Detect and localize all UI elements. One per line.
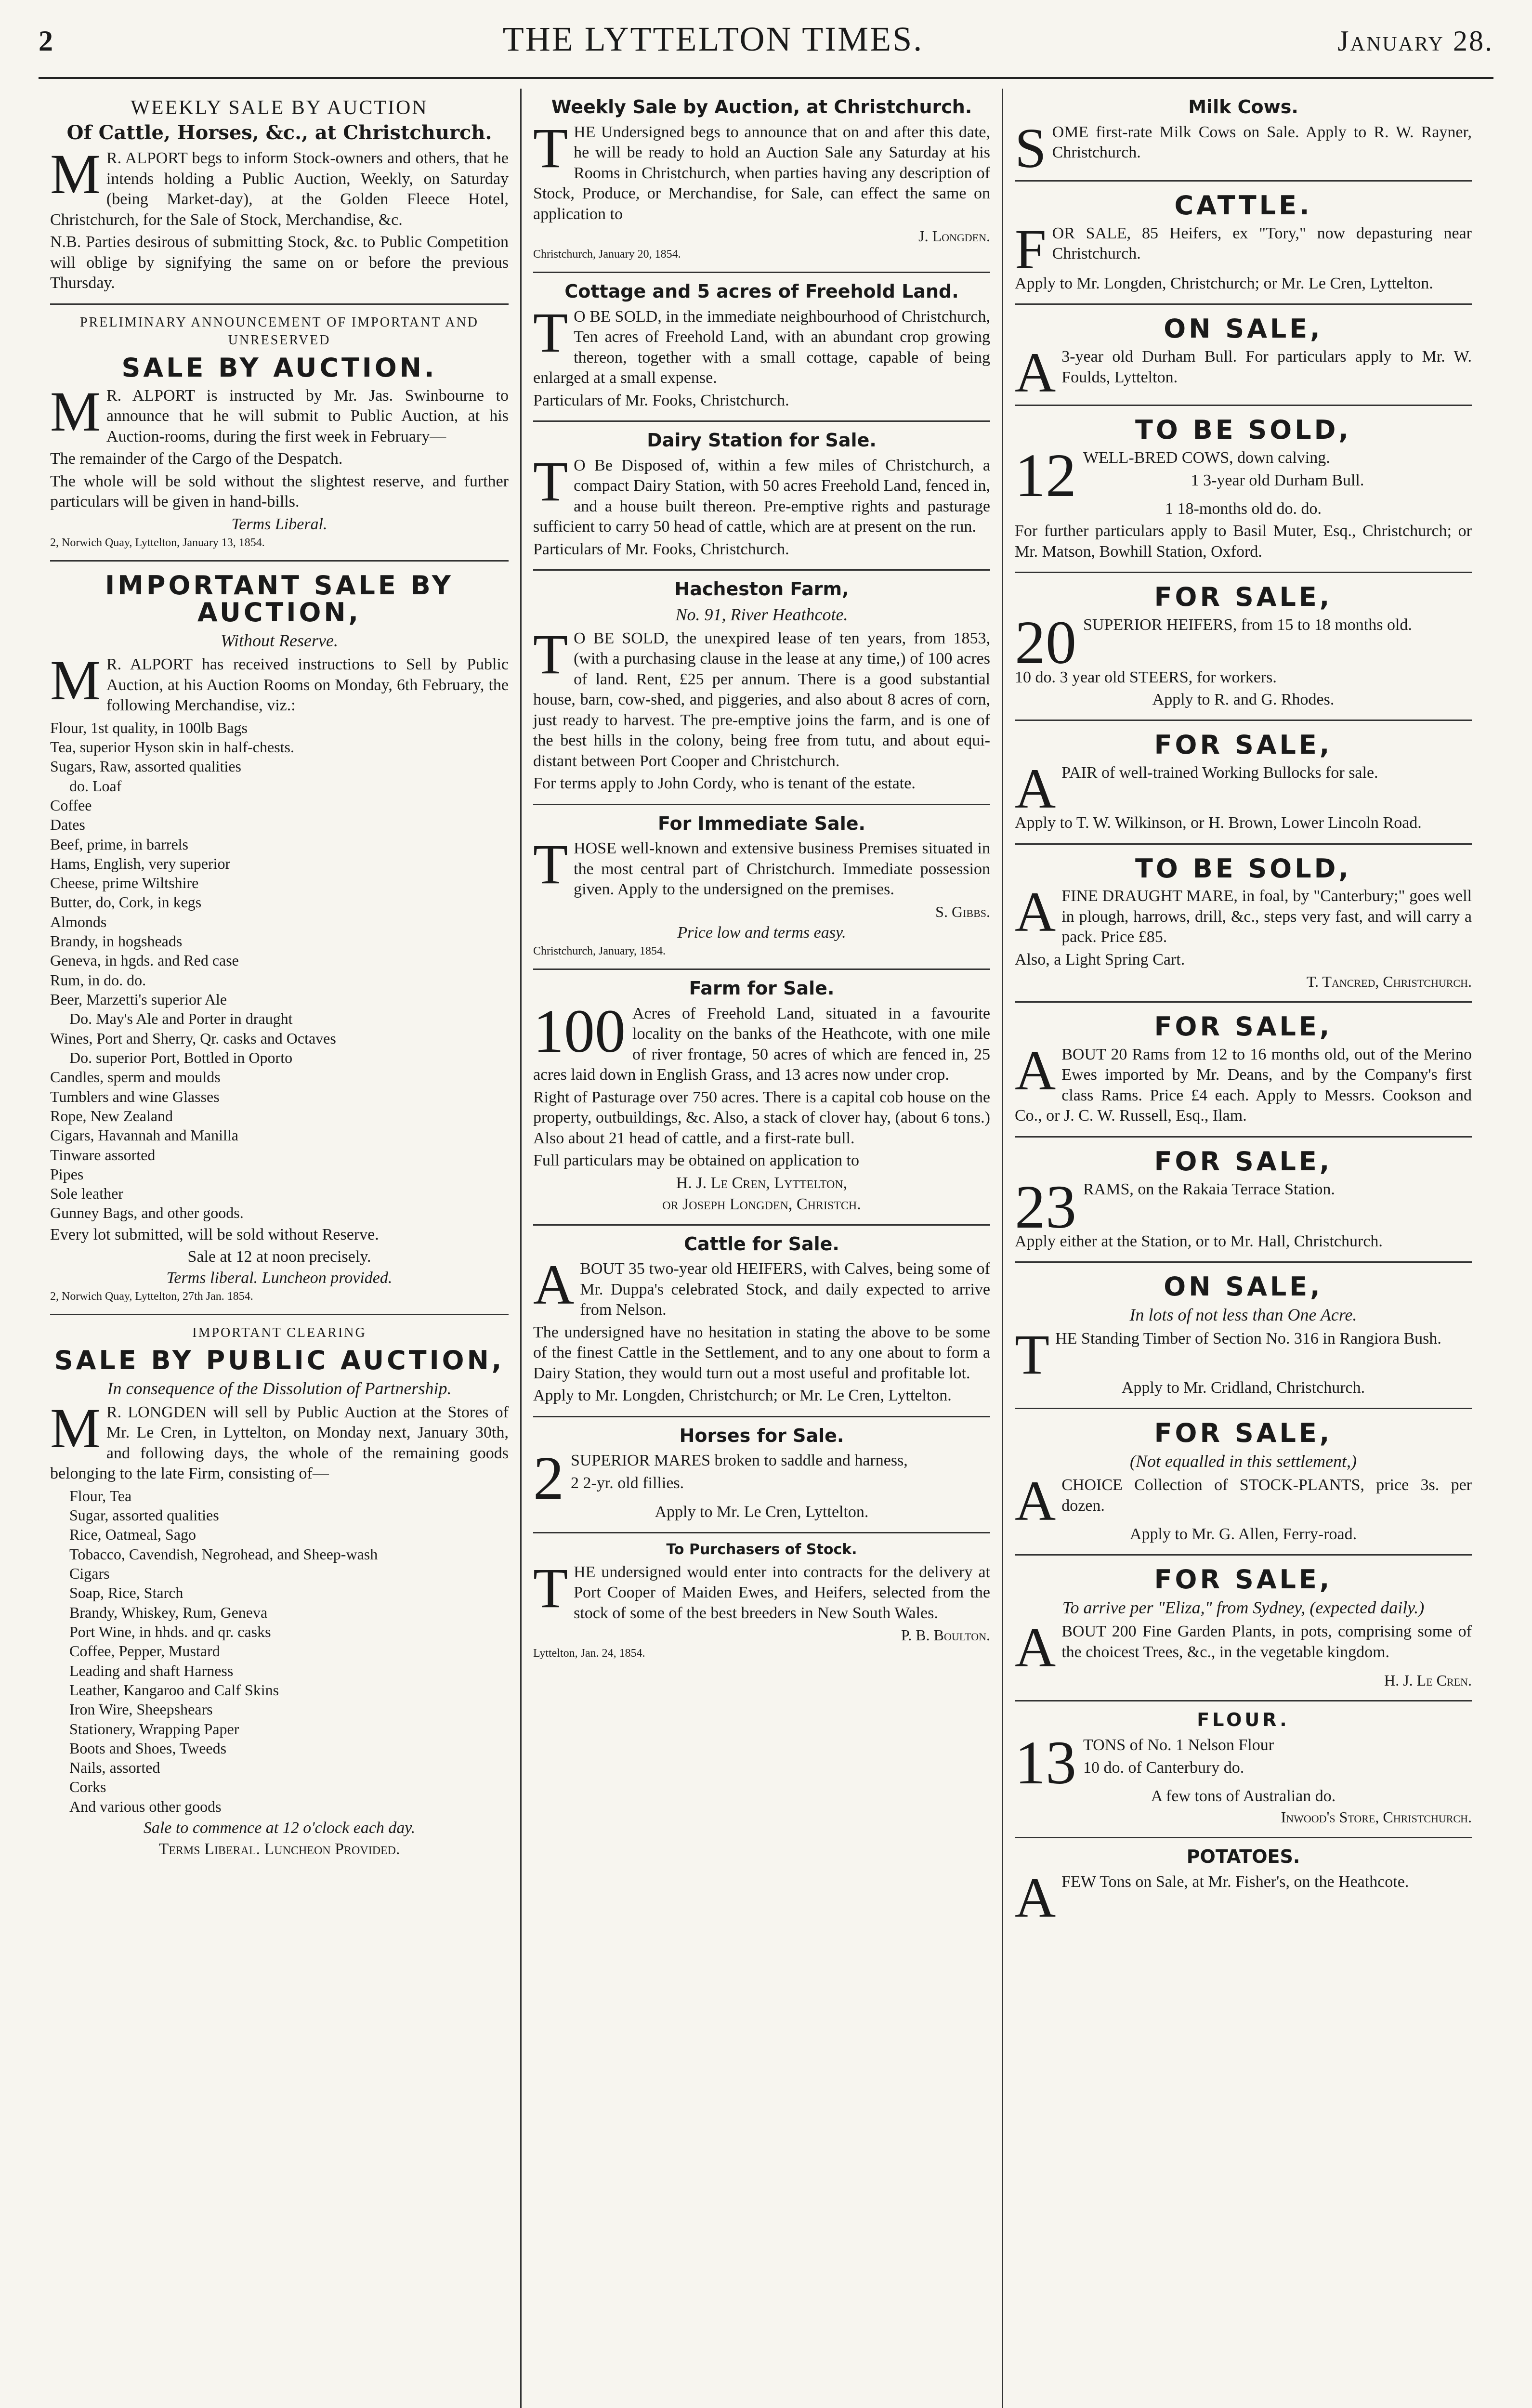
list-item: Tea, superior Hyson skin in half-chests. <box>50 738 294 756</box>
ad-terms: Price low and terms easy. <box>677 923 846 942</box>
ad-body: OR SALE, 85 Heifers, ex "Tory," now depasturing near Christchurch. <box>1052 224 1472 263</box>
ad-weekly-sale-longden <box>533 89 990 273</box>
list-item: Tobacco, Cavendish, Negrohead, and Sheep-wash <box>69 1545 378 1563</box>
ad-title: ON SALE, <box>1164 314 1323 344</box>
ad-title: SALE BY PUBLIC AUCTION, <box>54 1345 505 1376</box>
list-item: Rum, in do. do. <box>50 971 146 989</box>
list-item: Cigars <box>69 1565 110 1583</box>
ad-body: HOSE well-known and extensive business Premises situated in the most central part of Christchurch. Immediate possession given. Apply to the undersigned on the premises. <box>574 839 990 899</box>
ad-title: Weekly Sale by Auction, at Christchurch. <box>551 96 972 118</box>
ad-subtitle: (Not equalled in this settlement,) <box>1130 1452 1357 1471</box>
ad-subtitle: In consequence of the Dissolution of Partnership. <box>107 1378 452 1398</box>
ad-body-2: For terms apply to John Cordy, who is tenant of the estate. <box>533 774 916 793</box>
ad-cows-to-be-sold <box>1015 406 1472 573</box>
ad-rams-for-sale <box>1015 1003 1472 1138</box>
ad-body: HE Standing Timber of Section No. 316 in Rangiora Bush. <box>1055 1330 1441 1348</box>
list-item: Sugars, Raw, assorted qualities <box>50 758 241 775</box>
ad-subtitle: Without Reserve. <box>221 631 338 651</box>
drop-cap: A <box>1015 1038 1056 1102</box>
list-item: Wines, Port and Sherry, Qr. casks and Octaves <box>50 1029 336 1047</box>
list-item: Flour, 1st quality, in 100lb Bags <box>50 719 248 736</box>
drop-cap: A <box>1015 1616 1056 1679</box>
ad-milk-cows <box>1015 89 1472 182</box>
list-item: Rope, New Zealand <box>50 1107 173 1125</box>
list-item: Rice, Oatmeal, Sago <box>69 1526 196 1544</box>
ad-body-2: Particulars of Mr. Fooks, Christchurch. <box>533 391 789 409</box>
ad-footer: Christchurch, January 20, 1854. <box>533 248 681 261</box>
ad-footer: Christchurch, January, 1854. <box>533 944 666 957</box>
list-item: Tinware assorted <box>50 1146 156 1164</box>
ad-body-2: Right of Pasturage over 750 acres. There is a capital cob house on the property, outbuildings, &c. Also, a stack of clover hay, (about 6 tons.) Also about 21 head of cattle, and a first-rate bull. <box>533 1088 990 1147</box>
ad-body: OME first-rate Milk Cows on Sale. Apply to R. W. Rayner, Christchurch. <box>1052 123 1472 162</box>
ad-title: Hacheston Farm, <box>674 578 849 600</box>
ad-body-3: Full particulars may be obtained on application to <box>533 1152 859 1170</box>
list-item: Candles, sperm and moulds <box>50 1068 221 1086</box>
list-item: Geneva, in hgds. and Red case <box>50 952 239 969</box>
ad-body-2: Apply to Mr. Longden, Christchurch; or Mr. Le Cren, Lyttelton. <box>1015 274 1433 292</box>
ad-body: FEW Tons on Sale, at Mr. Fisher's, on the Heathcote. <box>1061 1872 1409 1891</box>
ad-kicker: PRELIMINARY ANNOUNCEMENT OF IMPORTANT AND UNRESERVED <box>80 314 479 348</box>
ad-body: R. LONGDEN will sell by Public Auction at the Stores of Mr. Le Cren, in Lyttelton, on Monday next, January 30th, and following days, the whole of the remaining goods belonging to the late Firm, consisting of— <box>50 1403 509 1483</box>
ad-potatoes <box>1015 1838 1472 1930</box>
list-item: Cheese, prime Wiltshire <box>50 874 199 892</box>
ad-note: N.B. Parties desirous of submitting Stock, &c. to Public Competition will oblige by signifying the same on or before the previous Thursday. <box>50 233 509 292</box>
ad-body-2: Apply either at the Station, or to Mr. Hall, Christchurch. <box>1015 1232 1383 1250</box>
ad-body-2: Apply to Mr. Cridland, Christchurch. <box>1121 1379 1365 1397</box>
column-2 <box>520 89 1002 2408</box>
ad-title: POTATOES. <box>1186 1846 1300 1868</box>
drop-cap: T <box>533 622 568 686</box>
drop-cap: A <box>1015 1866 1056 1929</box>
ad-title: WEEKLY SALE BY AUCTION <box>131 97 428 119</box>
ad-body-3: Apply to Mr. Le Cren, Lyttelton. <box>655 1503 869 1521</box>
ad-title: FOR SALE, <box>1154 1146 1333 1177</box>
list-item: Nails, assorted <box>69 1759 160 1777</box>
list-item: Leading and shaft Harness <box>69 1662 234 1679</box>
ad-terms: Terms liberal. Luncheon provided. <box>166 1269 393 1287</box>
list-item: Beer, Marzetti's superior Ale <box>50 991 227 1008</box>
ad-body: BOUT 200 Fine Garden Plants, in pots, comprising some of the choicest Trees, &c., in the vegetable kingdom. <box>1061 1623 1472 1661</box>
drop-cap: M <box>50 649 101 712</box>
ad-big-number: 100 <box>533 996 626 1065</box>
ad-body: Acres of Freehold Land, situated in a favourite locality on the banks of the Heathcote, with one mile of river frontage, 50 acres of which are fenced in, 25 acres laid down in English Grass, and 13 acres now under crop. <box>533 1004 990 1084</box>
ad-heifers-for-sale <box>1015 573 1472 721</box>
ad-big-number: 20 <box>1015 608 1076 677</box>
ad-body: SUPERIOR HEIFERS, from 15 to 18 months old. <box>1083 616 1412 634</box>
ad-farm-for-sale <box>533 970 990 1226</box>
ad-cattle-for-sale <box>533 1226 990 1417</box>
ad-body: O Be Disposed of, within a few miles of Christchurch, a compact Dairy Station, with 50 acres Freehold Land, fenced in, and a house built thereon. Pre-emptive rights and pasturage sufficient to carry 50 head of cattle, which are at present on the run. <box>533 456 990 536</box>
drop-cap: T <box>1015 1323 1050 1387</box>
ad-kicker: IMPORTANT CLEARING <box>192 1325 367 1341</box>
drop-cap: T <box>533 301 568 364</box>
ad-body: WELL-BRED COWS, down calving. <box>1083 449 1330 467</box>
ad-sale-time: Sale to commence at 12 o'clock each day. <box>143 1819 416 1837</box>
drop-cap: M <box>50 380 101 443</box>
ad-body: R. ALPORT begs to inform Stock-owners and others, that he intends holding a Public Auction, Weekly, on Saturday (being Market-day), at the Golden Fleece Hotel, Christchurch, for the Sale of Stock, Merchandise, &c. <box>50 149 509 229</box>
list-item: Pipes <box>50 1165 84 1183</box>
ad-body: HE undersigned would enter into contracts for the delivery at Port Cooper of Maiden Ewes, and Heifers, selected from the stock of some of the best breeders in New South Wales. <box>574 1563 990 1622</box>
ad-body-2: 10 do. of Canterbury do. <box>1083 1758 1244 1777</box>
ad-signature: H. J. Le Cren, Lyttelton, <box>676 1174 848 1192</box>
column-1 <box>39 89 520 2408</box>
list-item: Butter, do, Cork, in kegs <box>50 893 202 911</box>
ad-big-number: 13 <box>1015 1728 1076 1797</box>
ad-standing-timber <box>1015 1263 1472 1409</box>
ad-body-2: Every lot submitted, will be sold without Reserve. <box>50 1225 379 1243</box>
ad-subtitle: In lots of not less than One Acre. <box>1129 1305 1357 1325</box>
list-item: Coffee, Pepper, Mustard <box>69 1642 220 1660</box>
list-item: Flour, Tea <box>69 1487 132 1505</box>
ad-title: CATTLE. <box>1174 190 1312 221</box>
drop-cap: A <box>1015 757 1056 820</box>
ad-title: TO BE SOLD, <box>1135 853 1351 884</box>
ad-body-2: Particulars of Mr. Fooks, Christchurch. <box>533 540 789 558</box>
ad-stock-plants <box>1015 1409 1472 1556</box>
list-item: Almonds <box>50 913 107 930</box>
ad-signature: J. Longden. <box>918 227 990 245</box>
ad-body: PAIR of well-trained Working Bullocks for sale. <box>1061 763 1378 782</box>
ad-terms: Terms Liberal. <box>231 515 327 533</box>
list-item: Port Wine, in hhds. and qr. casks <box>69 1623 271 1640</box>
ad-title: FOR SALE, <box>1154 1011 1333 1042</box>
ad-dairy-station <box>533 422 990 571</box>
ad-title: Farm for Sale. <box>689 977 835 999</box>
ad-title: Dairy Station for Sale. <box>647 430 877 451</box>
list-item: Brandy, in hogsheads <box>50 932 183 950</box>
list-item: Dates <box>50 816 85 834</box>
ad-important-sale <box>50 562 509 1316</box>
ad-body: 3-year old Durham Bull. For particulars apply to Mr. W. Foulds, Lyttelton. <box>1061 348 1472 386</box>
ad-body: TONS of No. 1 Nelson Flour <box>1083 1736 1274 1754</box>
page-number: 2 <box>39 25 53 57</box>
ad-footer: 2, Norwich Quay, Lyttelton, January 13, 1854. <box>50 536 265 549</box>
ad-body: O BE SOLD, in the immediate neighbourhood of Christchurch, Ten acres of Freehold Land, with an abundant crop growing thereon, together with a small cottage, capable of being enlarged at a small expense. <box>533 307 990 387</box>
ad-signature: S. Gibbs. <box>935 903 990 920</box>
list-item: Boots and Shoes, Tweeds <box>69 1739 227 1757</box>
ad-body: SUPERIOR MARES broken to saddle and harness, <box>571 1452 908 1470</box>
ad-title: For Immediate Sale. <box>658 812 865 834</box>
ad-horses-for-sale <box>533 1417 990 1533</box>
ad-footer: Lyttelton, Jan. 24, 1854. <box>533 1647 645 1660</box>
list-item: Cigars, Havannah and Manilla <box>50 1126 238 1144</box>
ad-signature-2: or Joseph Longden, Christch. <box>662 1195 861 1213</box>
ad-body-3: Apply to R. and G. Rhodes. <box>1152 691 1335 709</box>
ad-draught-mare <box>1015 845 1472 1003</box>
ad-footer: 2, Norwich Quay, Lyttelton, 27th Jan. 1854. <box>50 1290 253 1303</box>
ad-immediate-sale <box>533 805 990 970</box>
ad-body-2: Apply to T. W. Wilkinson, or H. Brown, Lower Lincoln Road. <box>1015 814 1422 832</box>
ad-body-2: Also, a Light Spring Cart. <box>1015 950 1185 968</box>
ad-signature: H. J. Le Cren. <box>1384 1672 1472 1689</box>
ad-title: Cottage and 5 acres of Freehold Land. <box>564 281 959 302</box>
list-item: And various other goods <box>69 1797 222 1815</box>
ad-title: SALE BY AUCTION. <box>121 353 437 383</box>
list-item: Sugar, assorted qualities <box>69 1506 219 1524</box>
list-item: Corks <box>69 1778 106 1796</box>
drop-cap: T <box>533 1556 568 1620</box>
drop-cap: M <box>50 143 101 206</box>
ad-title: FOR SALE, <box>1154 730 1333 760</box>
ad-title: TO BE SOLD, <box>1135 415 1351 445</box>
drop-cap: A <box>1015 880 1056 944</box>
ad-body: CHOICE Collection of STOCK-PLANTS, price 3s. per dozen. <box>1061 1476 1472 1515</box>
list-item: Brandy, Whiskey, Rum, Geneva <box>69 1603 268 1621</box>
drop-cap: T <box>533 449 568 513</box>
list-item: do. Loaf <box>69 777 122 795</box>
columns <box>39 89 1493 2408</box>
list-item: Do. superior Port, Bottled in Oporto <box>69 1048 293 1066</box>
ad-body: RAMS, on the Rakaia Terrace Station. <box>1083 1180 1335 1198</box>
ad-body: R. ALPORT has received instructions to Sell by Public Auction, at his Auction Rooms on Monday, 6th February, the following Merchandise, viz.: <box>106 655 509 715</box>
ad-body: FINE DRAUGHT MARE, in foal, by "Canterbury;" goes well in plough, harrows, drill, &c., steps very fast, and will carry a pack. Price £85. <box>1061 887 1472 946</box>
ad-body: BOUT 20 Rams from 12 to 16 months old, out of the Merino Ewes imported by Mr. Deans, and by the Company's first class Rams. Price £4 each. Apply to Messrs. Cookson and Co., or J. C. W. Russell, Esq., Ilam. <box>1015 1045 1472 1125</box>
ad-body: O BE SOLD, the unexpired lease of ten years, from 1853, (with a purchasing clause in the lease at any time,) of 100 acres of land. Rent, £25 per annum. There is a good substantial house, barn, cow-shed, and piggeries, and also about 8 acres of corn, just ready to harvest. The pre-emptive joins the farm, and is one of the best hills in the colony, being free from tutu, and about equi-distant between Port Cooper and Christchurch. <box>533 629 990 770</box>
ad-subtitle: Of Cattle, Horses, &c., at Christchurch. <box>66 121 492 144</box>
column-3 <box>1002 89 1483 2408</box>
ad-title: Cattle for Sale. <box>684 1233 839 1255</box>
drop-cap: T <box>533 116 568 180</box>
ad-sale-time: Sale at 12 at noon precisely. <box>187 1248 371 1266</box>
ad-body-2: 10 do. 3 year old STEERS, for workers. <box>1015 668 1277 686</box>
ad-on-sale-bull <box>1015 305 1472 406</box>
ad-body-3: A few tons of Australian do. <box>1151 1787 1336 1806</box>
ad-weekly-sale-alport <box>50 89 509 305</box>
drop-cap: A <box>1015 341 1056 405</box>
ad-title: FLOUR. <box>1197 1709 1290 1731</box>
ad-purchasers-of-stock <box>533 1533 990 1671</box>
ad-body-2: 2 2-yr. old fillies. <box>571 1474 684 1492</box>
ad-title: To Purchasers of Stock. <box>666 1541 857 1558</box>
ad-bullocks-for-sale <box>1015 721 1472 844</box>
goods-list <box>50 718 509 1223</box>
drop-cap: T <box>533 833 568 896</box>
list-item: Tumblers and wine Glasses <box>50 1087 220 1105</box>
ad-body-3: Apply to Mr. Longden, Christchurch; or Mr. Le Cren, Lyttelton. <box>533 1387 952 1405</box>
ad-cattle <box>1015 182 1472 305</box>
drop-cap: F <box>1015 217 1047 281</box>
drop-cap: A <box>533 1253 575 1317</box>
ad-body-2: The remainder of the Cargo of the Despatch. <box>50 450 343 468</box>
list-item: Gunney Bags, and other goods. <box>50 1204 244 1222</box>
list-item: Soap, Rice, Starch <box>69 1584 183 1602</box>
ad-terms: Terms Liberal. Luncheon Provided. <box>158 1840 400 1858</box>
issue-date: January 28. <box>1337 25 1493 57</box>
ad-big-number: 2 <box>533 1444 564 1513</box>
list-item: Sole leather <box>50 1185 123 1203</box>
ad-body: R. ALPORT is instructed by Mr. Jas. Swinbourne to announce that he will submit to Public Auction, at his Auction-rooms, during the first week in February— <box>106 386 509 445</box>
ad-title: FOR SALE, <box>1154 1564 1333 1595</box>
ad-body: HE Undersigned begs to announce that on and after this date, he will be ready to hold an Auction Sale any Saturday at his Rooms in Christchurch, when parties having any description of Stock, Produce, or Merchandise, for Sale, can effect the same on application to <box>533 123 990 223</box>
ad-title: FOR SALE, <box>1154 582 1333 613</box>
ad-signature: T. Tancred, Christchurch. <box>1306 973 1472 991</box>
ad-body-3: The whole will be sold without the slightest reserve, and further particulars will be given in hand-bills. <box>50 472 509 511</box>
ad-subtitle: To arrive per "Eliza," from Sydney, (expected daily.) <box>1062 1598 1425 1618</box>
drop-cap: M <box>50 1396 101 1460</box>
ad-line: 1 18-months old do. do. <box>1165 500 1322 518</box>
ad-title: IMPORTANT SALE BY AUCTION, <box>105 570 454 628</box>
ad-flour <box>1015 1701 1472 1838</box>
ad-body-2: For further particulars apply to Basil Muter, Esq., Christchurch; or Mr. Matson, Bowhill Station, Oxford. <box>1015 522 1472 561</box>
drop-cap: S <box>1015 116 1047 180</box>
ad-cottage <box>533 273 990 422</box>
list-item: Leather, Kangaroo and Calf Skins <box>69 1681 279 1699</box>
list-item: Stationery, Wrapping Paper <box>69 1720 239 1738</box>
ad-title: FOR SALE, <box>1154 1418 1333 1449</box>
ad-signature: P. B. Boulton. <box>901 1626 990 1644</box>
ad-preliminary-sale <box>50 305 509 562</box>
ad-line: 1 3-year old Durham Bull. <box>1191 471 1364 489</box>
drop-cap: A <box>1015 1469 1056 1533</box>
ad-big-number: 12 <box>1015 441 1076 510</box>
list-item: Iron Wire, Sheepshears <box>69 1701 213 1718</box>
ad-title: Milk Cows. <box>1188 96 1298 118</box>
ad-body-2: The undersigned have no hesitation in stating the above to be some of the finest Cattle in the Settlement, and to any one about to form a Dairy Station, they would turn out a most useful and profitable lot. <box>533 1323 990 1382</box>
list-item: Hams, English, very superior <box>50 854 231 872</box>
goods-list <box>50 1486 509 1816</box>
list-item: Beef, prime, in barrels <box>50 835 188 853</box>
ad-subtitle: No. 91, River Heathcote. <box>675 604 848 624</box>
list-item: Do. May's Ale and Porter in draught <box>69 1010 293 1028</box>
ad-title: Horses for Sale. <box>679 1425 844 1446</box>
list-item: Coffee <box>50 796 92 814</box>
ad-body: BOUT 35 two-year old HEIFERS, with Calves, being some of Mr. Duppa's celebrated Stock, and daily expected to arrive from Nelson. <box>580 1260 990 1319</box>
ad-hacheston-farm <box>533 571 990 805</box>
masthead <box>39 19 1493 79</box>
ad-clearing-sale <box>50 1315 509 1869</box>
ad-garden-plants <box>1015 1556 1472 1701</box>
ad-title: ON SALE, <box>1164 1271 1323 1302</box>
ad-big-number: 23 <box>1015 1172 1076 1241</box>
ad-body-2: Apply to Mr. G. Allen, Ferry-road. <box>1129 1525 1357 1544</box>
newspaper-title: THE LYTTELTON TIMES. <box>502 20 924 58</box>
ad-rakaia-rams <box>1015 1138 1472 1263</box>
ad-signature: Inwood's Store, Christchurch. <box>1281 1808 1472 1826</box>
